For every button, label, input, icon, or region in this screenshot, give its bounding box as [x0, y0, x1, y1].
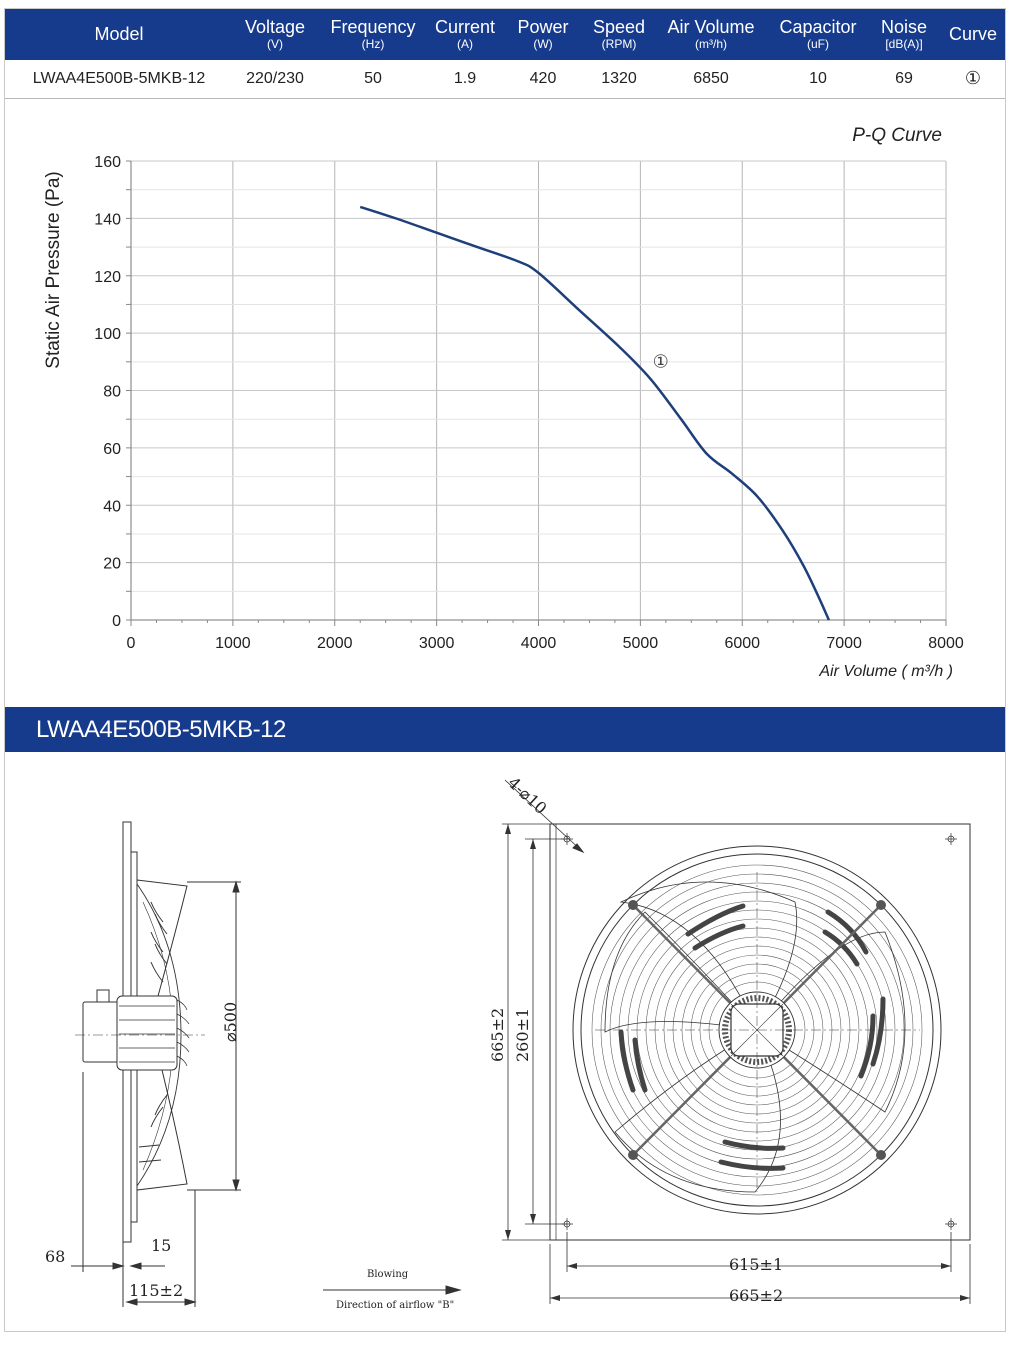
technical-drawing [5, 752, 1005, 1332]
chart-y-axis-label: Static Air Pressure (Pa) [43, 171, 64, 369]
chart-x-axis-label: Air Volume ( m³/h ) [819, 663, 953, 680]
x-tick-label: 7000 [826, 635, 862, 652]
dim-115: 115±2 [129, 1281, 184, 1300]
side-motor-housing [83, 1002, 121, 1062]
col-curve: Curve [941, 9, 1005, 60]
cell-curve: ① [941, 60, 1005, 98]
y-tick-label: 60 [103, 440, 121, 458]
x-tick-label: 0 [126, 635, 136, 652]
pq-curve-line [360, 207, 829, 620]
y-tick-label: 80 [103, 383, 121, 401]
col-voltage: Voltage (V) [233, 9, 317, 60]
col-model: Model [5, 9, 233, 60]
dim-diameter-500: ⌀500 [221, 1001, 240, 1042]
y-tick-label: 140 [94, 211, 121, 229]
col-speed: Speed (RPM) [585, 9, 653, 60]
front-view [488, 773, 970, 1305]
airflow-arrowhead [446, 1286, 460, 1294]
side-view [45, 822, 241, 1307]
x-tick-label: 5000 [622, 635, 659, 652]
dim-width-inner: 615±1 [729, 1255, 784, 1274]
x-tick-label: 1000 [215, 635, 251, 652]
airflow-blowing-label: Blowing [367, 1269, 409, 1280]
y-tick-label: 0 [112, 613, 121, 630]
dim-height-inner: 260±1 [513, 1007, 532, 1062]
col-noise: Noise [dB(A)] [867, 9, 941, 60]
spec-header-row [5, 9, 1005, 60]
chart-series [360, 207, 829, 620]
spec-table [5, 9, 1005, 99]
dim-15: 15 [151, 1236, 172, 1255]
chart-title: P-Q Curve [852, 125, 942, 146]
y-tick-label: 160 [94, 154, 121, 171]
cell-speed: 1320 [585, 60, 653, 98]
airflow-legend [323, 1269, 460, 1311]
col-power: Power (W) [501, 9, 585, 60]
side-motor-cap [97, 990, 109, 1002]
spec-data-row [5, 60, 1005, 98]
x-tick-label: 3000 [418, 635, 455, 652]
chart-grid [131, 161, 946, 620]
x-tick-label: 2000 [316, 635, 353, 652]
dim-68: 68 [45, 1247, 66, 1266]
hole-callout: 4-⌀10 [504, 773, 551, 819]
cell-capacitor: 10 [769, 60, 867, 98]
cell-current: 1.9 [429, 60, 501, 98]
dim-width-outer: 665±2 [729, 1286, 784, 1305]
cell-air-volume: 6850 [653, 60, 769, 98]
y-tick-label: 40 [103, 498, 121, 516]
cell-power: 420 [501, 60, 585, 98]
cell-noise: 69 [867, 60, 941, 98]
cell-frequency: 50 [317, 60, 429, 98]
y-tick-label: 20 [103, 555, 121, 573]
pq-chart [5, 100, 1005, 700]
banner-title: LWAA4E500B-5MKB-12 [36, 716, 286, 743]
col-capacitor: Capacitor (uF) [769, 9, 867, 60]
side-motor-body [117, 996, 177, 1070]
cell-model: LWAA4E500B-5MKB-12 [5, 60, 233, 98]
y-tick-label: 120 [94, 268, 121, 286]
chart-ticks [94, 154, 964, 652]
x-tick-label: 4000 [520, 635, 557, 652]
cell-voltage: 220/230 [233, 60, 317, 98]
curve-annotation: ① [652, 351, 669, 373]
airflow-direction-label: Direction of airflow "B" [336, 1300, 455, 1311]
col-air-volume: Air Volume (m³/h) [653, 9, 769, 60]
model-banner [5, 707, 1005, 752]
dim-height-outer: 665±2 [488, 1007, 507, 1062]
y-tick-label: 100 [94, 326, 121, 344]
x-tick-label: 8000 [928, 635, 964, 652]
x-tick-label: 6000 [724, 635, 761, 652]
col-current: Current (A) [429, 9, 501, 60]
col-frequency: Frequency (Hz) [317, 9, 429, 60]
